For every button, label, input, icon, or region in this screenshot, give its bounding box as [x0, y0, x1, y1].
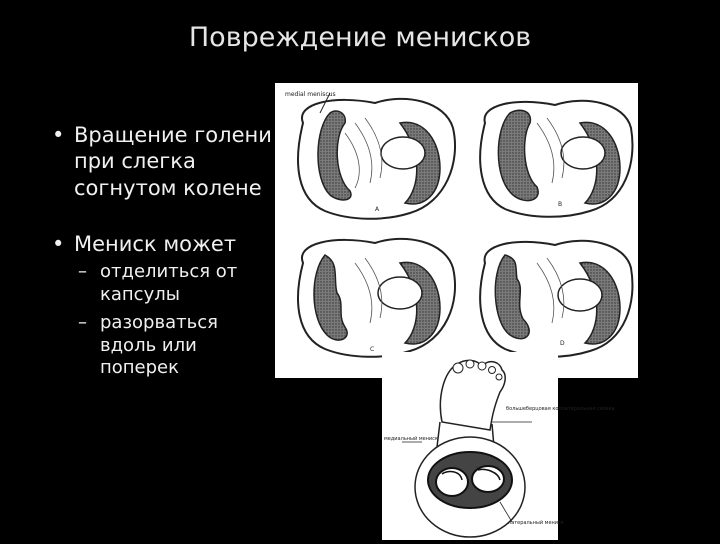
- sub-item: [78, 261, 272, 306]
- panel-label-d: D: [560, 340, 565, 347]
- sub-dash: –: [78, 312, 87, 333]
- bullet-dot: •: [52, 123, 65, 147]
- label-lateral-meniscus: латеральный мениск: [508, 520, 564, 526]
- sub-text: отделиться от капсулы: [100, 261, 238, 305]
- panel-label-a: A: [375, 206, 380, 213]
- label-medial-meniscus: medial meniscus: [285, 91, 336, 98]
- bullet-dot: •: [52, 231, 65, 256]
- slide-title: Повреждение менисков: [188, 22, 532, 53]
- bullet-item-group: [52, 231, 272, 380]
- panel-d: [480, 241, 632, 357]
- bullet-text: Вращение голени при слегка согнутом колене: [74, 123, 272, 200]
- meniscus-injury-figure: [275, 83, 638, 378]
- panel-c: [298, 239, 455, 357]
- sub-item: [78, 312, 272, 380]
- sub-text: разорваться вдоль или поперек: [100, 312, 218, 378]
- bullet-text: Мениск может: [74, 231, 237, 256]
- bullet-item: [52, 231, 272, 257]
- foot-knee-diagram: [382, 352, 615, 540]
- sub-dash: –: [78, 261, 87, 282]
- panel-label-b: B: [558, 201, 563, 208]
- panel-label-c: C: [370, 346, 375, 353]
- bullet-list: [52, 122, 272, 386]
- bullet-item: [52, 122, 272, 201]
- label-tibial-collateral: большеберцовая коллатеральная связка: [506, 406, 615, 412]
- panel-a: [298, 93, 455, 219]
- foot-knee-figure: [382, 352, 615, 540]
- sub-list: [78, 261, 272, 380]
- label-medial-meniscus-ru: медиальный мениск: [384, 436, 438, 442]
- panel-b: [480, 101, 632, 217]
- meniscus-diagrams: [275, 83, 638, 378]
